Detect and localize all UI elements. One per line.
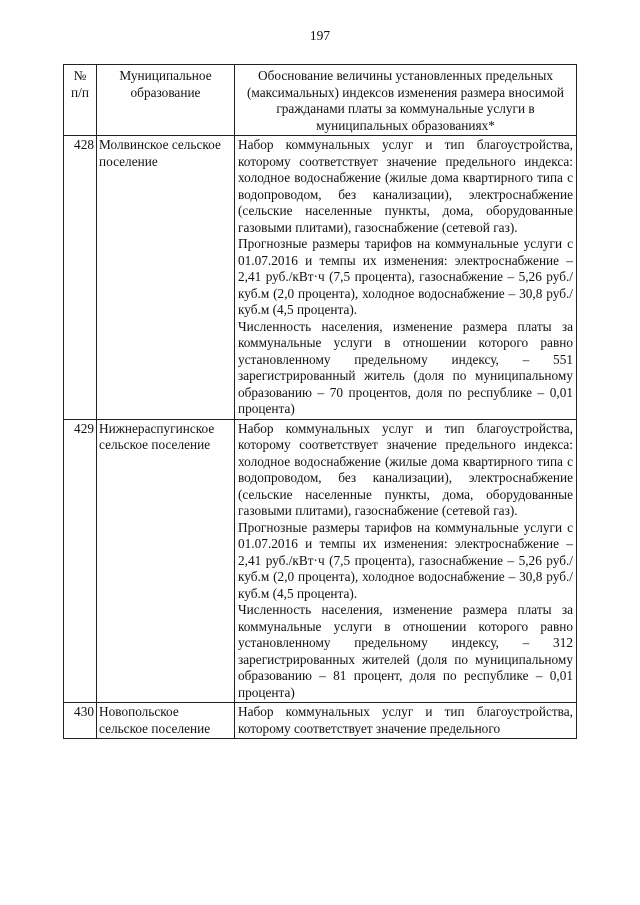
services-paragraph: Набор коммунальных услуг и тип благоустройства, которому соответствует значение предельного индекса: холодное водоснабжение (жилые дома квартирного типа с водопроводом, без канализации), электроснабжение (сельские населенные пункты, дома, оборудованные газовыми плитами), газоснабжение (сетевой газ). [238,420,573,518]
header-municipality: Муниципальное образование [97,65,235,136]
population-paragraph: Численность населения, изменение размера платы за коммунальные услуги в отношении которого равно установленному предельному индексу, – 312 зарегистрированных жителей (доля по муниципальному образованию – 81 процент, доля по республике – 0,01 процента) [238,602,573,700]
header-justification: Обоснование величины установленных предельных (максимальных) индексов изменения размера вносимой гражданами платы за коммунальные услуги в муниципальных образованиях* [235,65,577,136]
tariff-index-table [63,64,577,739]
row-justification [235,419,577,703]
tariffs-paragraph: Прогнозные размеры тарифов на коммунальные услуги с 01.07.2016 и темпы их изменения: электроснабжение – 2,41 руб./кВт·ч (7,5 процента), газоснабжение – 5,26 руб./куб.м (2,0 процента), холодное водоснабжение – 30,8 руб./куб.м (4,5 процента). [238,236,573,317]
table-row [64,419,577,703]
row-municipality: Новопольское сельское поселение [97,703,235,739]
row-municipality: Нижнераспугинское сельское поселение [97,419,235,703]
tariffs-paragraph: Прогнозные размеры тарифов на коммунальные услуги с 01.07.2016 и темпы их изменения: электроснабжение – 2,41 руб./кВт·ч (7,5 процента), газоснабжение – 5,26 руб./куб.м (2,0 процента), холодное водоснабжение – 30,8 руб./куб.м (4,5 процента). [238,519,573,601]
header-number: № п/п [64,65,97,136]
row-number: 430 [64,703,97,739]
table-row [64,136,577,420]
table-row [64,703,577,739]
row-justification [235,703,577,739]
page-number: 197 [309,28,331,43]
row-number: 428 [64,136,97,420]
row-municipality: Молвинское сельское поселение [97,136,235,420]
row-justification [235,136,577,420]
population-paragraph: Численность населения, изменение размера платы за коммунальные услуги в отношении которого равно установленному предельному индексу, – 551 зарегистрированный житель (доля по муниципальному образованию – 70 процентов, доля по республике – 0,01 процента) [238,318,573,416]
services-paragraph: Набор коммунальных услуг и тип благоустройства, которому соответствует значение предельного [238,704,573,736]
row-number: 429 [64,419,97,703]
services-paragraph: Набор коммунальных услуг и тип благоустройства, которому соответствует значение предельного индекса: холодное водоснабжение (жилые дома квартирного типа с водопроводом, без канализации), электроснабжение (сельские населенные пункты, дома, оборудованные газовыми плитами), газоснабжение (сетевой газ). [238,137,573,235]
table-header-row [64,65,577,136]
